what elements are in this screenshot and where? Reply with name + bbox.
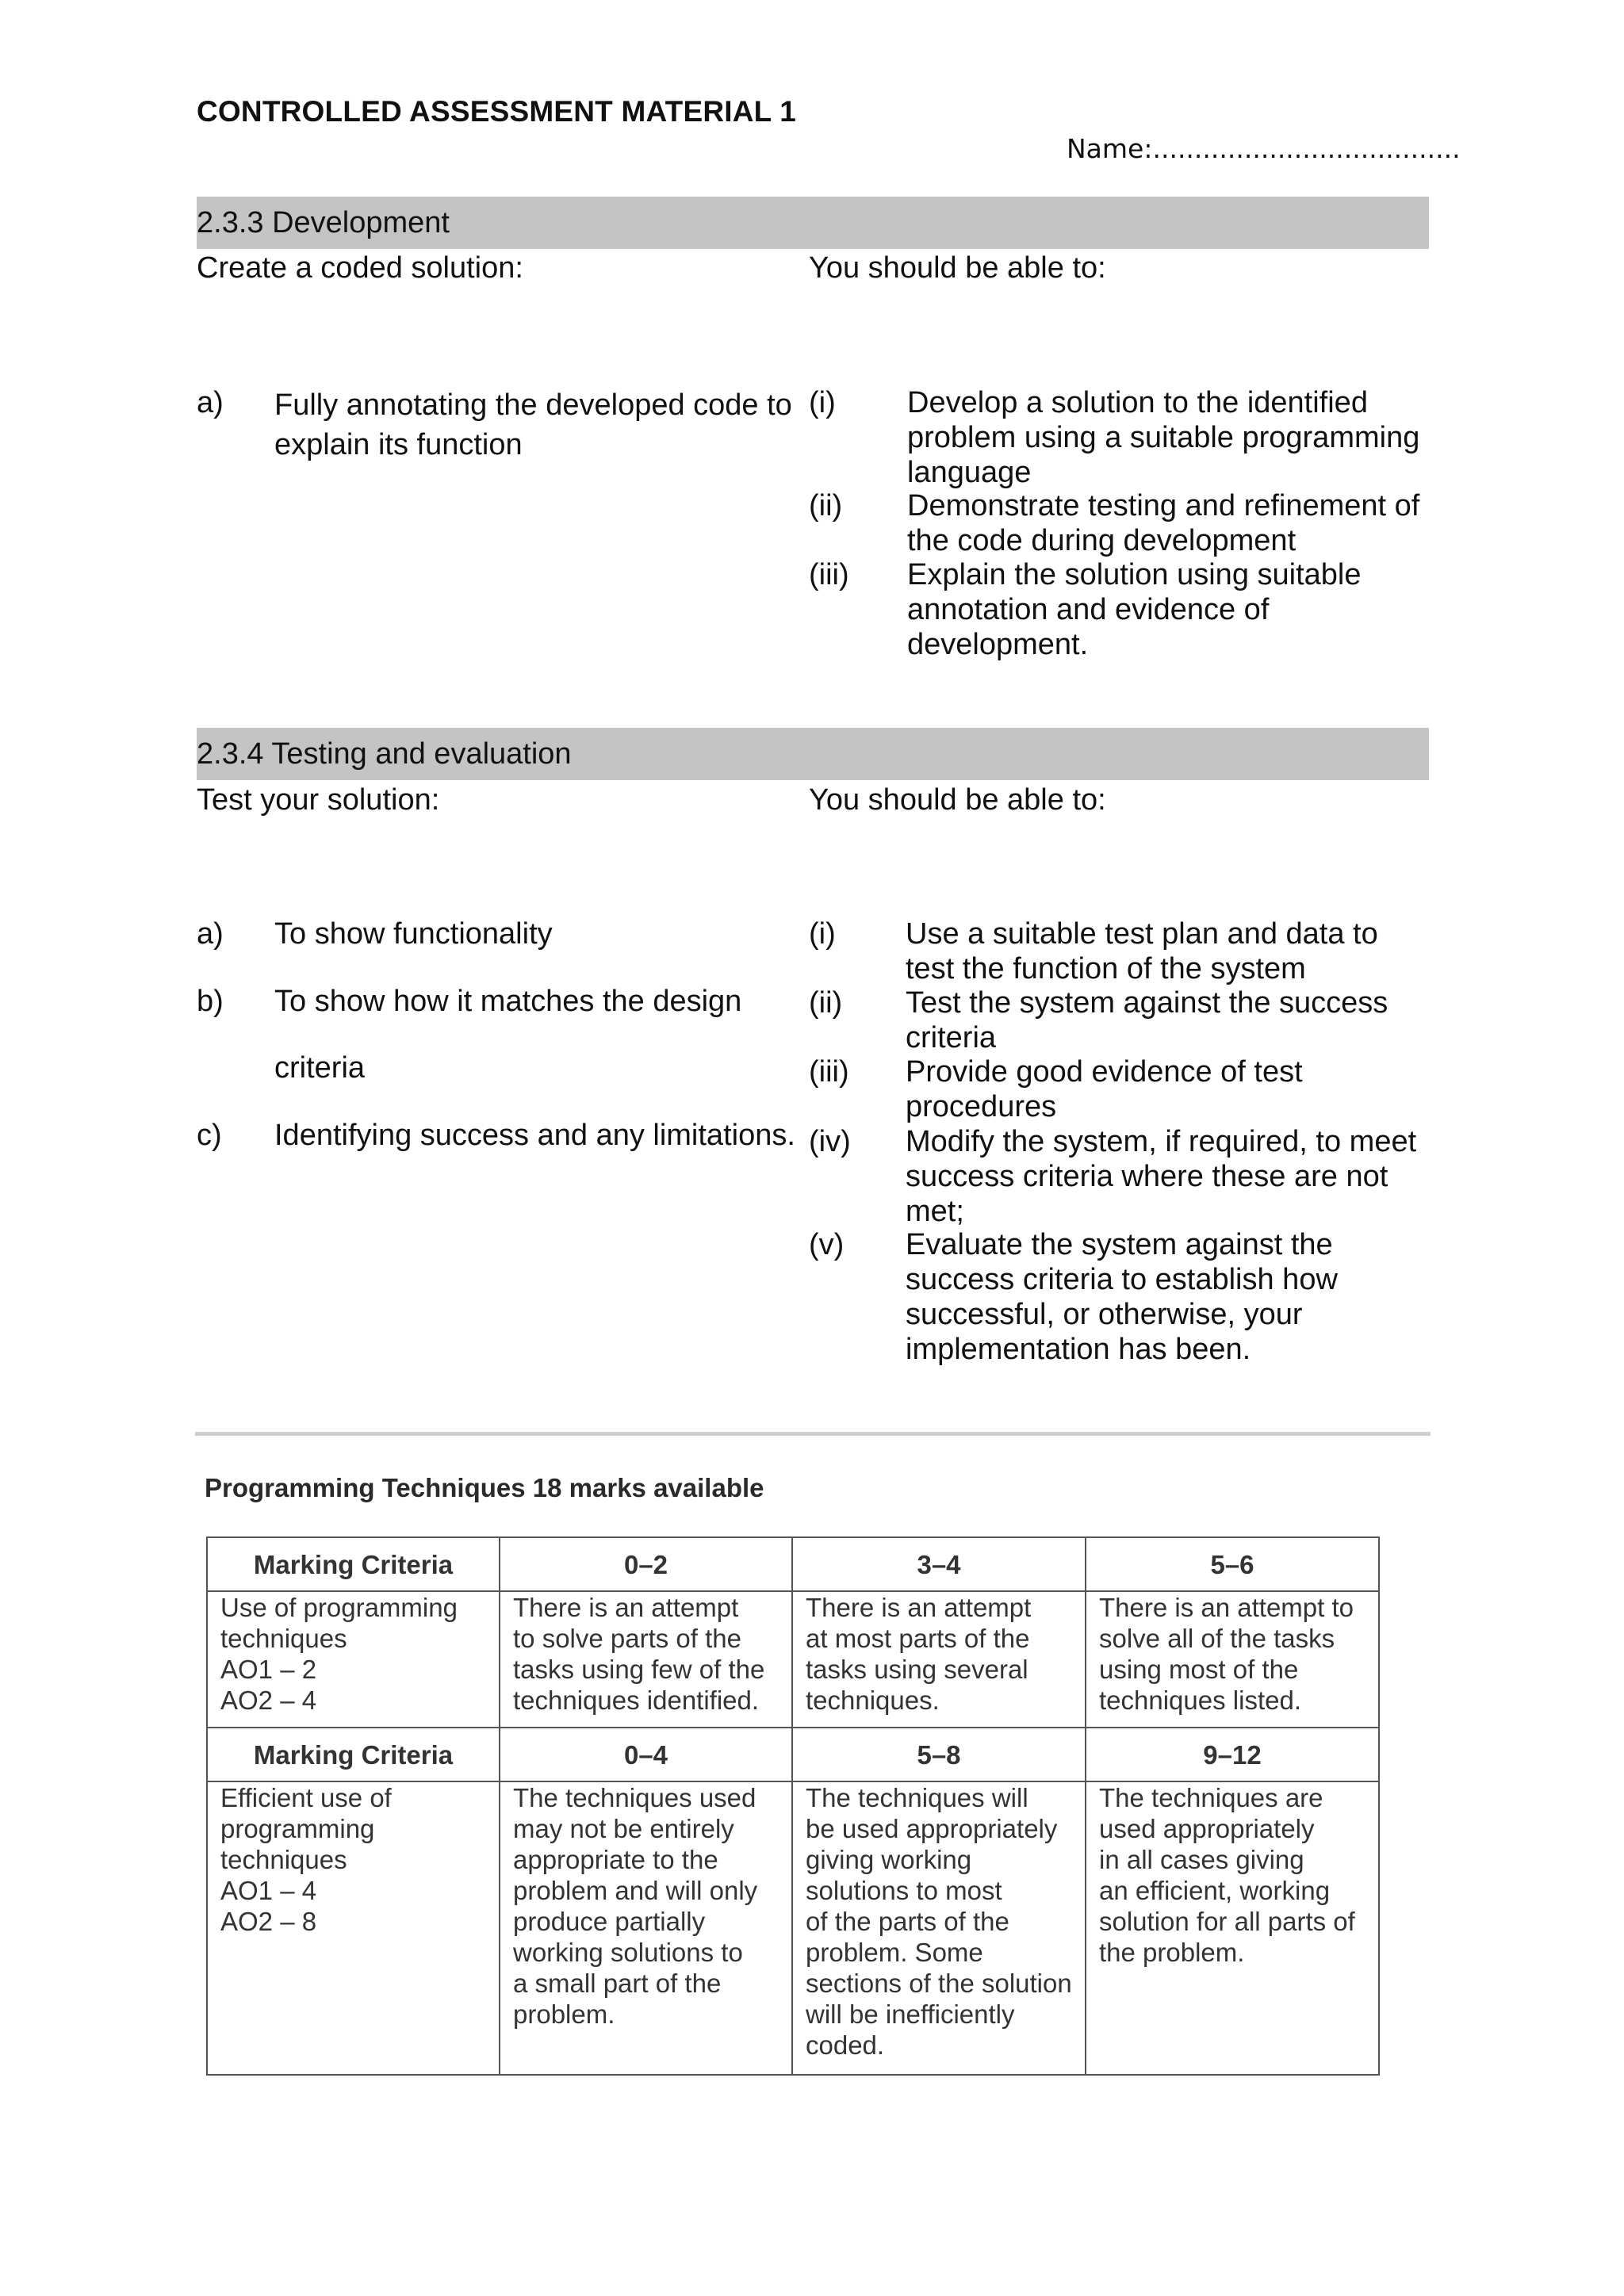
- dev-right-text-2: Demonstrate testing and refinement of the code during development: [907, 489, 1420, 557]
- programming-techniques-title: Programming Techniques 18 marks available: [205, 1473, 764, 1502]
- dev-right-marker-2: (ii): [809, 489, 843, 522]
- test-left-marker-b: b): [197, 985, 224, 1018]
- table-row: [207, 1591, 1379, 1728]
- testing-heading: 2.3.4 Testing and evaluation: [197, 737, 572, 771]
- test-left-text-b2: criteria: [274, 1051, 366, 1085]
- header-cell: Marking Criteria: [207, 1728, 500, 1781]
- testing-left-intro: Test your solution:: [197, 783, 440, 817]
- testing-right-intro: You should be able to:: [809, 783, 1106, 817]
- table-cell: There is an attempt to solve parts of the tasks using few of the techniques identified.: [500, 1591, 792, 1728]
- header-cell: Marking Criteria: [207, 1537, 500, 1591]
- header-cell: 9–12: [1086, 1728, 1379, 1781]
- dev-right-text-1: Develop a solution to the identified problem using a suitable programming language: [907, 386, 1420, 489]
- development-left-marker: a): [197, 386, 224, 419]
- testing-heading-bar: [197, 728, 1429, 780]
- test-left-marker-a: a): [197, 917, 224, 951]
- table-cell: There is an attempt at most parts of the tasks using several techniques.: [792, 1591, 1086, 1728]
- table-cell: The techniques will be used appropriately giving working solutions to most of the parts of the problem. Some sections of the solution will be inefficiently coded.: [792, 1781, 1086, 2075]
- table-cell: Use of programming techniques AO1 – 2 AO2 – 4: [207, 1591, 500, 1728]
- document-title: CONTROLLED ASSESSMENT MATERIAL 1: [197, 95, 797, 128]
- test-right-text-5: Evaluate the system against the success criteria to establish how successful, or otherwise, your implementation has been.: [906, 1228, 1338, 1366]
- dev-right-marker-1: (i): [809, 386, 836, 419]
- header-cell: 5–8: [792, 1728, 1086, 1781]
- table-header-row: [207, 1537, 1379, 1591]
- test-right-marker-4: (iv): [809, 1125, 851, 1158]
- dev-right-marker-3: (iii): [809, 558, 849, 591]
- marking-criteria-table: [206, 1536, 1380, 2076]
- table-cell: Efficient use of programming techniques AO1 – 4 AO2 – 8: [207, 1781, 500, 2075]
- test-right-text-3: Provide good evidence of test procedures: [906, 1055, 1303, 1123]
- name-field[interactable]: Name:.....................................: [1067, 133, 1461, 164]
- test-right-text-1: Use a suitable test plan and data to test the function of the system: [906, 917, 1378, 985]
- development-heading-bar: [197, 197, 1429, 249]
- header-cell: 0–4: [500, 1728, 792, 1781]
- table-header-row: [207, 1728, 1379, 1781]
- test-right-marker-5: (v): [809, 1228, 845, 1261]
- development-heading: 2.3.3 Development: [197, 206, 450, 239]
- section-divider: [195, 1432, 1431, 1436]
- header-cell: 0–2: [500, 1537, 792, 1591]
- development-left-intro: Create a coded solution:: [197, 251, 523, 285]
- test-left-text-b1: To show how it matches the design: [274, 985, 742, 1018]
- table-row: [207, 1781, 1379, 2075]
- test-left-text-a: To show functionality: [274, 917, 553, 951]
- test-left-text-c: Identifying success and any limitations.: [274, 1119, 795, 1152]
- development-right-intro: You should be able to:: [809, 251, 1106, 285]
- test-right-marker-3: (iii): [809, 1055, 849, 1089]
- header-cell: 3–4: [792, 1537, 1086, 1591]
- development-left-text: Fully annotating the developed code to explain its function: [274, 388, 792, 461]
- test-right-marker-2: (ii): [809, 986, 843, 1020]
- table-cell: There is an attempt to solve all of the tasks using most of the techniques listed.: [1086, 1591, 1379, 1728]
- table-cell: The techniques are used appropriately in all cases giving an efficient, working solution for all parts of the problem.: [1086, 1781, 1379, 2075]
- test-right-marker-1: (i): [809, 917, 836, 951]
- header-cell: 5–6: [1086, 1537, 1379, 1591]
- dev-right-text-3: Explain the solution using suitable annotation and evidence of development.: [907, 558, 1362, 661]
- test-right-text-4: Modify the system, if required, to meet success criteria where these are not met;: [906, 1125, 1417, 1228]
- table-cell: The techniques used may not be entirely appropriate to the problem and will only produce partially working solutions to a small part of the problem.: [500, 1781, 792, 2075]
- test-left-marker-c: c): [197, 1119, 222, 1152]
- test-right-text-2: Test the system against the success criteria: [906, 986, 1388, 1054]
